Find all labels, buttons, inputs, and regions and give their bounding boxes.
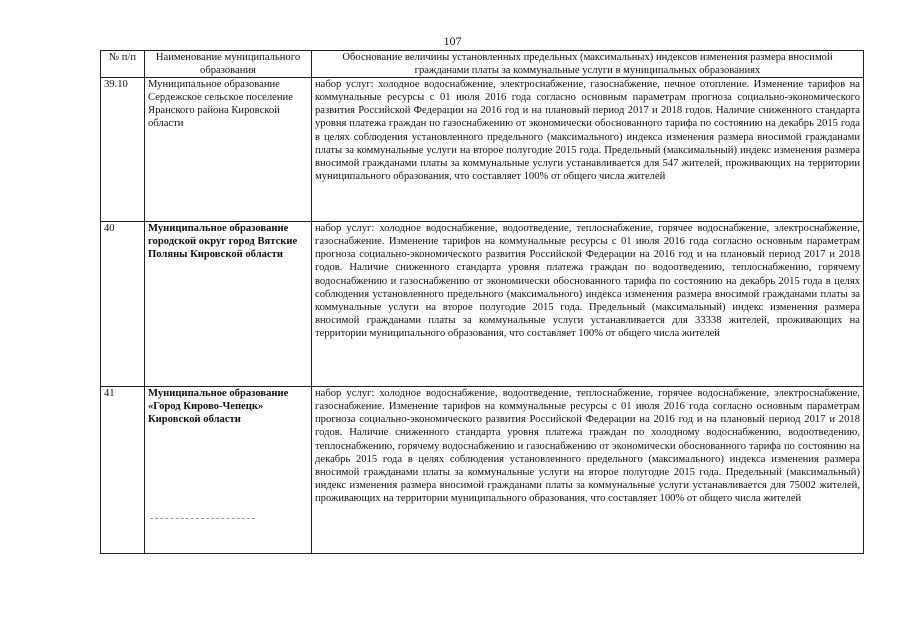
row-number: 41 xyxy=(101,387,145,554)
row-justification: набор услуг: холодное водоснабжение, водоотведение, теплоснабжение, горячее водоснабжение, электроснабжение, газоснабжение. Изменение тарифов на коммунальные ресурсы с 01 июля 2016 года согласно основным параметрам прогноза социально-экономического развития Российской Федерации на 2016 год и на плановый период 2017 и 2018 годов. Наличие сниженного стандарта уровня платежа граждан по холодному водоснабжению, водоотведению, теплоснабжению, горячему водоснабжению и газоснабжению от экономически обоснованного тарифа по состоянию на декабрь 2015 года в целях соблюдения установленного предельного (максимального) индекса изменения размера вносимой гражданами платы за коммунальные услуги на второе полугодие 2015 года. Предельный (максимальный) индекс изменения размера вносимой гражданами платы за коммунальные услуги устанавливается для 75002 жителей, проживающих на территории муниципального образования, что составляет 100% от общего числа жителей xyxy=(312,387,864,554)
table-row xyxy=(101,387,864,554)
row-municipality: Муниципальное образование Сердежское сельское поселение Яранского района Кировской области xyxy=(145,78,312,222)
scan-artifact-line xyxy=(150,518,255,520)
table-row xyxy=(101,78,864,222)
row-number: 39.10 xyxy=(101,78,145,222)
row-municipality: Муниципальное образование «Город Кирово-Чепецк» Кировской области xyxy=(145,387,312,554)
tariff-justification-table xyxy=(100,50,864,554)
row-justification: набор услуг: холодное водоснабжение, электроснабжение, газоснабжение, печное отопление. Изменение тарифов на коммунальные ресурсы с 01 июля 2016 года согласно основным параметрам прогноза социально-экономического развития Российской Федерации на 2016 год и на плановый период 2017 и 2018 годов. Наличие сниженного стандарта уровня платежа граждан по газоснабжению от экономически обоснованного тарифа по состоянию на декабрь 2015 года в целях соблюдения установленного предельного (максимального) индекса изменения размера вносимой гражданами платы за коммунальные услуги на второе полугодие 2015 года. Предельный (максимальный) индекс изменения размера вносимой гражданами платы за коммунальные услуги устанавливается для 547 жителей, проживающих на территории муниципального образования, что составляет 100% от общего числа жителей xyxy=(312,78,864,222)
row-justification: набор услуг: холодное водоснабжение, водоотведение, теплоснабжение, горячее водоснабжение, электроснабжение, газоснабжение. Изменение тарифов на коммунальные ресурсы с 01 июля 2016 года согласно основным параметрам прогноза социально-экономического развития Российской Федерации на 2016 год и на плановый период 2017 и 2018 годов. Наличие сниженного стандарта уровня платежа граждан по водоотведению, теплоснабжению, горячему водоснабжению и газоснабжению от экономически обоснованного тарифа по состоянию на декабрь 2015 года в целях соблюдения установленного предельного (максимального) индекса изменения размера вносимой гражданами платы за коммунальные услуги на второе полугодие 2015 года. Предельный (максимальный) индекс изменения размера вносимой гражданами платы за коммунальные услуги устанавливается для 33338 жителей, проживающих на территории муниципального образования, что составляет 100% от общего числа жителей xyxy=(312,222,864,387)
page-number: 107 xyxy=(443,34,462,48)
header-justification: Обоснование величины установленных предельных (максимальных) индексов изменения размера вносимой гражданами платы за коммунальные услуги в муниципальных образованиях xyxy=(312,51,864,78)
header-municipality: Наименование муниципального образования xyxy=(145,51,312,78)
row-number: 40 xyxy=(101,222,145,387)
table-header-row xyxy=(101,51,864,78)
row-municipality: Муниципальное образование городской округ город Вятские Поляны Кировской области xyxy=(145,222,312,387)
header-num: № п/п xyxy=(101,51,145,78)
table-row xyxy=(101,222,864,387)
